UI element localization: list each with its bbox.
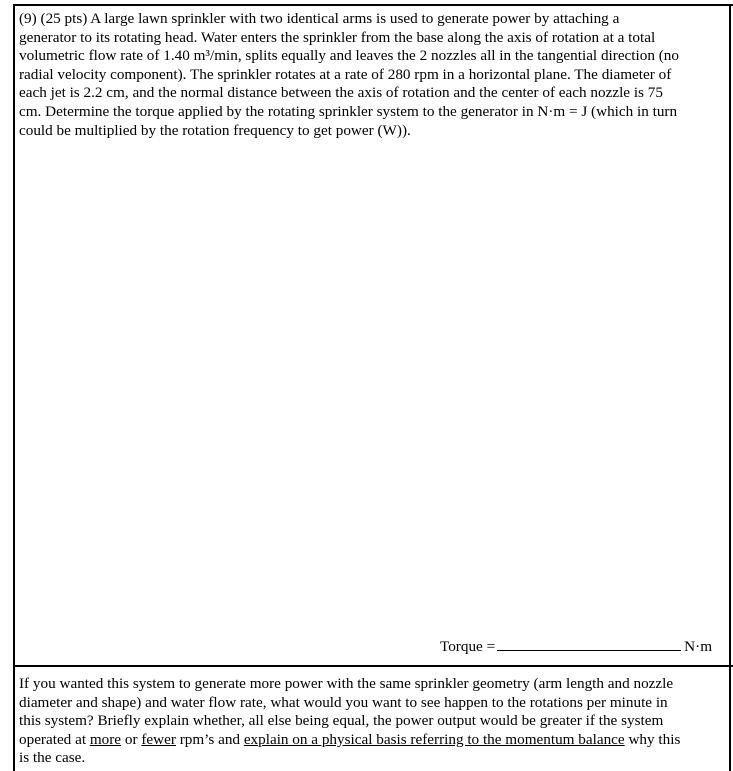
followup-question	[19, 675, 723, 768]
followup-line: diameter and shape) and water flow rate, what would you want to see happen to the rotations per minute in	[19, 693, 668, 711]
followup-text-segment: operated at	[19, 730, 90, 748]
followup-text-segment: why this	[624, 730, 681, 748]
problem-line: generator to its rotating head. Water enters the sprinkler from the base along the axis of rotation at a total	[19, 28, 656, 46]
explain-emphasis: explain on a physical basis referring to the momentum balance	[243, 730, 625, 748]
right-border	[729, 4, 731, 771]
torque-label: Torque =	[440, 638, 496, 655]
followup-text-segment: rpm’s and	[175, 730, 244, 748]
torque-answer-blank[interactable]	[497, 636, 681, 651]
problem-line: radial velocity component). The sprinkler rotates at a rate of 280 rpm in a horizontal plane. The diameter of	[19, 65, 672, 83]
problem-line: could be multiplied by the rotation frequency to get power (W)).	[19, 121, 411, 139]
followup-line: If you wanted this system to generate more power with the same sprinkler geometry (arm length and nozzle	[19, 675, 674, 692]
followup-text-segment: or	[121, 730, 142, 748]
problem-line: (9) (25 pts) A large lawn sprinkler with two identical arms is used to generate power by attaching a	[19, 10, 620, 27]
torque-unit: N·m	[684, 638, 713, 655]
problem-line: volumetric flow rate of 1.40 m³/min, splits equally and leaves the 2 nozzles all in the tangential direction (no	[19, 47, 679, 65]
top-border	[13, 4, 733, 6]
followup-line: this system? Briefly explain whether, all else being equal, the power output would be greater if the system	[19, 712, 664, 730]
more-emphasis: more	[89, 730, 122, 748]
problem-line: each jet is 2.2 cm, and the normal distance between the axis of rotation and the center of each nozzle is 75	[19, 84, 663, 102]
followup-line: is the case.	[19, 749, 86, 767]
problem-line: cm. Determine the torque applied by the rotating sprinkler system to the generator in N·m = J (which in turn	[19, 102, 678, 120]
left-border	[13, 4, 15, 771]
fewer-emphasis: fewer	[141, 730, 176, 748]
section-divider	[13, 665, 733, 667]
followup-line	[19, 731, 723, 750]
problem-statement	[19, 10, 723, 140]
torque-answer-row	[440, 636, 725, 658]
